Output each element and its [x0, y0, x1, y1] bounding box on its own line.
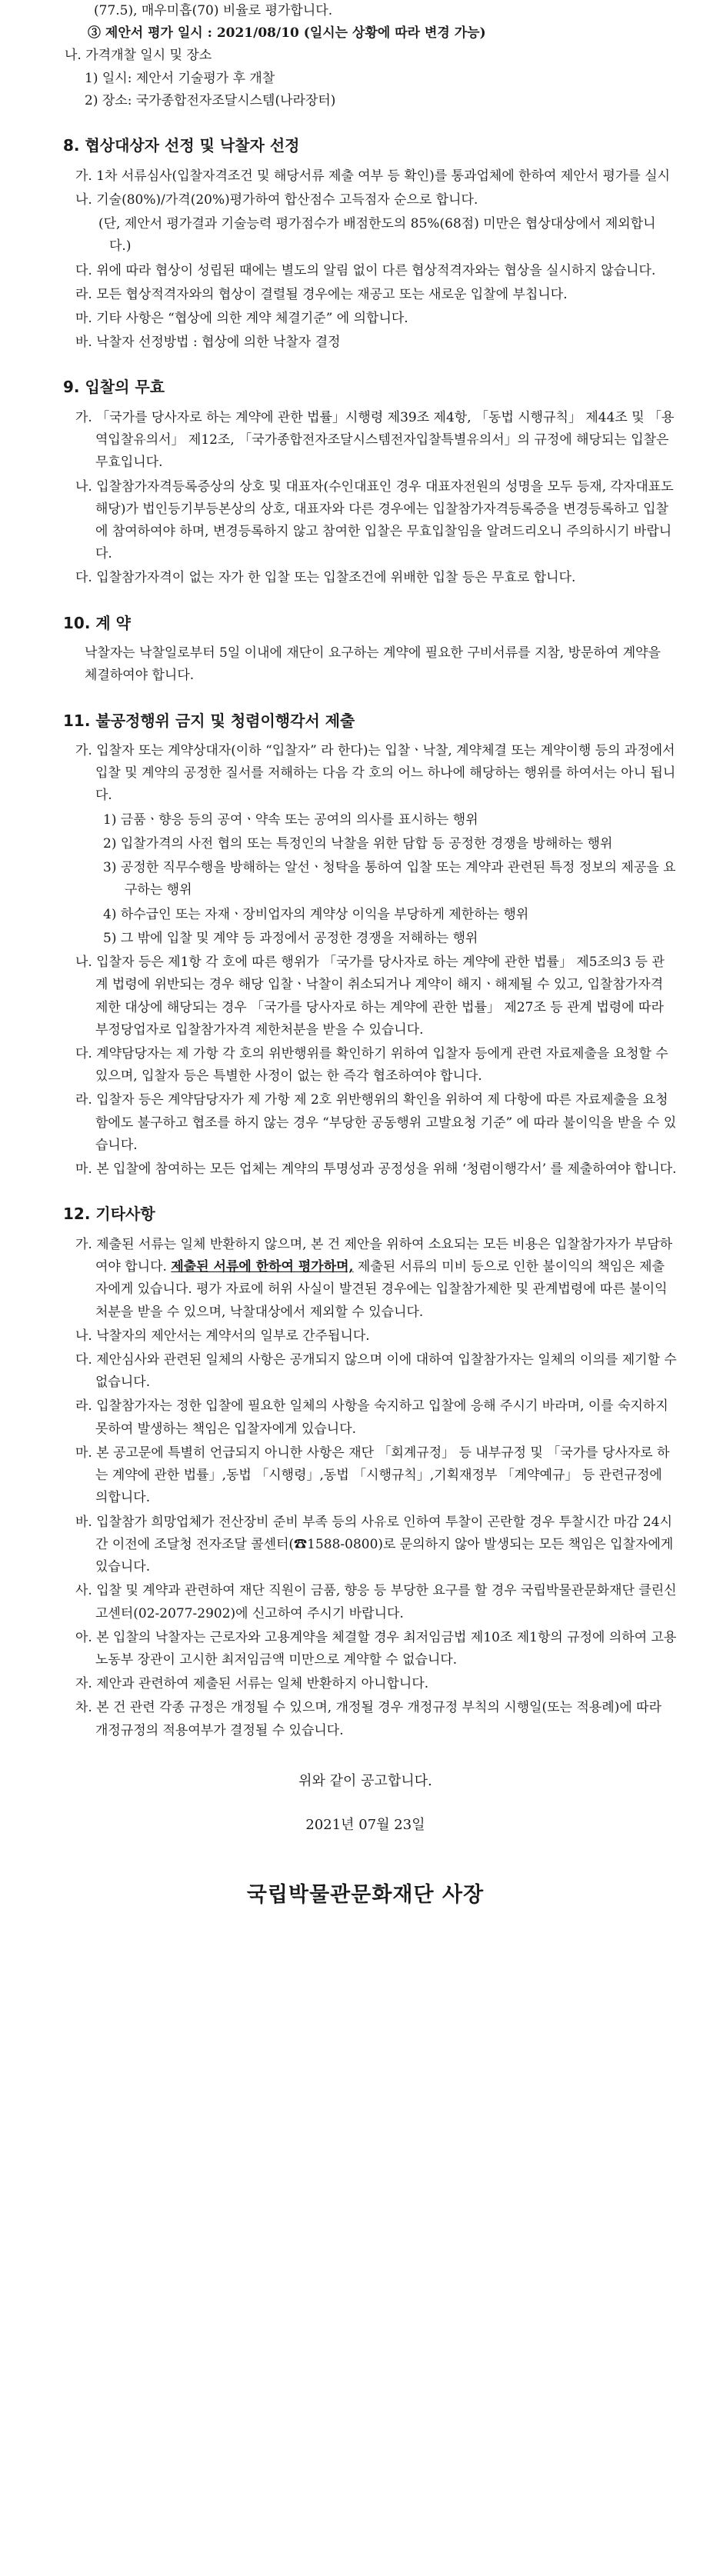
section-12-ja: 자. 제안과 관련하여 제출된 서류는 일체 반환하지 아니합니다. — [75, 1676, 429, 1692]
issuer-name: 국립박물관문화재단 사장 — [246, 1882, 485, 1907]
section-11-item: 1) 금품ㆍ향응 등의 공여ㆍ약속 또는 공여의 의사를 표시하는 행위 — [103, 811, 478, 828]
price-opening-time: 1) 일시: 제안서 기술평가 후 개찰 — [85, 70, 275, 86]
section-12-ga-part1: 가. 제출된 서류는 일체 반환하지 않으며, 본 건 제안을 위하여 소요되는 모든 비용은 입찰참가자가 부담하여야 합니다. — [75, 1236, 673, 1275]
section-11-ma: 마. 본 입찰에 참여하는 모든 업체는 계약의 투명성과 공정성을 위해 ‘청렴이행각서’ 를 제출하여야 합니다. — [75, 1161, 677, 1178]
circled-3-marker: ③ — [88, 25, 101, 42]
section-12-na: 나. 낙찰자의 제안서는 계약서의 일부로 간주됩니다. — [75, 1328, 370, 1344]
section-9-ga: 가. 「국가를 당사자로 하는 계약에 관한 법률」시행령 제39조 제4항, 「동법 시행규칙」 제44조 및 「용역입찰유의서」 제12조, 「국가종합전자조달시스템전자입찰특별유의서」의 규정에 해당되는 입찰은 무효입니다. — [75, 409, 675, 471]
section-12-ra: 라. 입찰참가자는 정한 입찰에 필요한 일체의 사항을 숙지하고 입찰에 응해 주시기 바라며, 이를 숙지하지 못하여 발생하는 책임은 입찰자에게 있습니다. — [75, 1398, 668, 1437]
section-12-sa: 사. 입찰 및 계약과 관련하여 재단 직원이 금품, 향응 등 부당한 요구를 할 경우 국립박물관문화재단 클린신고센터(02-2077-2902)에 신고하여 주시기 바랍니다. — [75, 1583, 677, 1621]
section-8-title: 8. 협상대상자 선정 및 낙찰자 선정 — [63, 136, 300, 155]
section-11-item: 5) 그 밖에 입찰 및 계약 등 과정에서 공정한 경쟁을 저해하는 행위 — [103, 930, 478, 946]
evaluation-date — [54, 22, 677, 45]
section-8-na-note: (단, 제안서 평가결과 기술능력 평가점수가 배점한도의 85%(68점) 미만은 협상대상에서 제외합니다.) — [98, 216, 656, 255]
section-12-cha: 차. 본 건 관련 각종 규정은 개정될 수 있으며, 개정될 경우 개정규정 부칙의 시행일(또는 적용례)에 따라 개정규정의 적용여부가 결정될 수 있습니다. — [75, 1700, 662, 1738]
section-12-ga-part2: 제출된 서류의 미비 등으로 인한 불이익의 책임은 제출자에게 있습니다. 평가 자료에 허위 사실이 발견된 경우에는 입찰참가제한 및 관계법령에 따른 불이익 처분을 받을 수 있으며, 낙찰대상에서 제외할 수 있습니다. — [95, 1259, 668, 1320]
price-opening-place: 2) 장소: 국가종합전자조달시스템(나라장터) — [85, 92, 336, 108]
section-11-item: 2) 입찰가격의 사전 협의 또는 특정인의 낙찰을 위한 담합 등 공정한 경쟁을 방해하는 행위 — [103, 835, 613, 851]
section-12-ga-emphasis: 제출된 서류에 한하여 평가하며, — [171, 1259, 354, 1275]
section-11-na: 나. 입찰자 등은 제1항 각 호에 따른 행위가 「국가를 당사자로 하는 계약에 관한 법률」 제5조의3 등 관계 법령에 위반되는 경우 해당 입찰ㆍ낙찰이 취소되거나 계약이 해지ㆍ해제될 수 있고, 입찰참가자격 제한 대상에 해당되는 경우 「국가를 당사자로 하는 계약에 관한 법률」 제27조 등 관계 법령에 따라 부정당업자로 입찰참가자격 제한처분을 받을 수 있습니다. — [75, 955, 665, 1038]
section-11-ga: 가. 입찰자 또는 계약상대자(이하 “입찰자” 라 한다)는 입찰ㆍ낙찰, 계약체결 또는 계약이행 등의 과정에서 입찰 및 계약의 공정한 질서를 저해하는 다음 각 호의 어느 하나에 해당하는 행위를 하여서는 아니 됩니다. — [75, 742, 676, 804]
section-8-da: 다. 위에 따라 협상이 성립된 때에는 별도의 알림 없이 다른 협상적격자와는 협상을 실시하지 않습니다. — [75, 262, 656, 278]
section-12-ma: 마. 본 공고문에 특별히 언급되지 아니한 사항은 재단 「회계규정」 등 내부규정 및 「국가를 당사자로 하는 계약에 관한 법률」,동법 「시행령」,동법 「시행규칙」,기획재정부 「계약예규」 등 관련규정에 의합니다. — [75, 1445, 670, 1506]
section-12-da: 다. 제안심사와 관련된 일체의 사항은 공개되지 않으며 이에 대하여 입찰참가자는 일체의 이의를 제기할 수 없습니다. — [75, 1351, 677, 1391]
section-9-da: 다. 입찰참가자격이 없는 자가 한 입찰 또는 입찰조건에 위배한 입찰 등은 무효로 합니다. — [75, 570, 576, 586]
price-opening-title: 나. 가격개찰 일시 및 장소 — [65, 48, 212, 64]
score-ratio-text: (77.5), 매우미흡(70) 비율로 평가합니다. — [94, 3, 333, 18]
section-8-ga: 가. 1차 서류심사(입찰자격조건 및 해당서류 제출 여부 등 확인)를 통과업체에 한하여 제안서 평가를 실시 — [75, 168, 671, 184]
section-12-a: 아. 본 입찰의 낙찰자는 근로자와 고용계약을 체결할 경우 최저임금법 제10조 제1항의 규정에 의하여 고용노동부 장관이 고시한 최저임금액 미만으로 계약할 수 없습니다. — [75, 1629, 677, 1668]
section-11-item: 3) 공정한 직무수행을 방해하는 알선ㆍ청탁을 통하여 입찰 또는 계약과 관련된 특정 정보의 제공을 요구하는 행위 — [103, 860, 676, 898]
announcement-date: 2021년 07월 23일 — [305, 1816, 425, 1833]
section-12-ga — [65, 1234, 677, 1324]
section-9-title: 9. 입찰의 무효 — [63, 378, 165, 397]
section-10-title: 10. 계 약 — [63, 613, 131, 632]
section-12-title: 12. 기타사항 — [63, 1205, 155, 1224]
section-11-item: 4) 하수급인 또는 자재ㆍ장비업자의 계약상 이익을 부당하게 제한하는 행위 — [103, 906, 529, 922]
section-8-ma: 마. 기타 사항은 “협상에 의한 계약 체결기준” 에 의합니다. — [75, 310, 408, 326]
section-9-na: 나. 입찰참가자격등록증상의 상호 및 대표자(수인대표인 경우 대표자전원의 성명을 모두 등재, 각자대표도 해당)가 법인등기부등본상의 상호, 대표자와 다른 경우에는 입찰참가자격등록증을 변경등록하고 입찰에 참여하여야 하며, 변경등록하지 않고 참여한 입찰은 무효입찰임을 알려드리오니 주의하시기 바랍니다. — [75, 478, 674, 562]
section-10-body: 낙찰자는 낙찰일로부터 5일 이내에 재단이 요구하는 계약에 필요한 구비서류를 지참, 방문하여 계약을 체결하여야 합니다. — [85, 645, 661, 684]
evaluation-date-text: 제안서 평가 일시 : 2021/08/10 (일시는 상황에 따라 변경 가능) — [105, 25, 486, 42]
section-11-da: 다. 계약담당자는 제 가항 각 호의 위반행위를 확인하기 위하여 입찰자 등에게 관련 자료제출을 요청할 수 있으며, 입찰자 등은 특별한 사정이 없는 한 즉각 협조하여야 합니다. — [75, 1046, 668, 1085]
closing-statement: 위와 같이 공고합니다. — [298, 1772, 432, 1789]
section-11-title: 11. 불공정행위 금지 및 청렴이행각서 제출 — [63, 711, 355, 730]
section-8-na: 나. 기술(80%)/가격(20%)평가하여 합산점수 고득점자 순으로 합니다. — [75, 192, 478, 208]
section-11-ra: 라. 입찰자 등은 계약담당자가 제 가항 제 2호 위반행위의 확인을 위하여 제 다항에 따른 자료제출을 요청함에도 불구하고 협조를 하지 않는 경우 “부당한 공동행위 고발요청 기준” 에 따라 불이익을 받을 수 있습니다. — [75, 1092, 677, 1153]
section-12-ba: 바. 입찰참가 희망업체가 전산장비 준비 부족 등의 사유로 인하여 투찰이 곤란할 경우 투찰시간 마감 24시간 이전에 조달청 전자조달 콜센터(☎1588-0800)로 문의하지 않아 발생되는 모든 책임은 입찰자에게 있습니다. — [75, 1514, 674, 1575]
section-8-ra: 라. 모든 협상적격자와의 협상이 결렬될 경우에는 재공고 또는 새로운 입찰에 부칩니다. — [75, 286, 568, 302]
section-8-ba: 바. 낙찰자 선정방법 : 협상에 의한 낙찰자 결정 — [75, 335, 341, 351]
